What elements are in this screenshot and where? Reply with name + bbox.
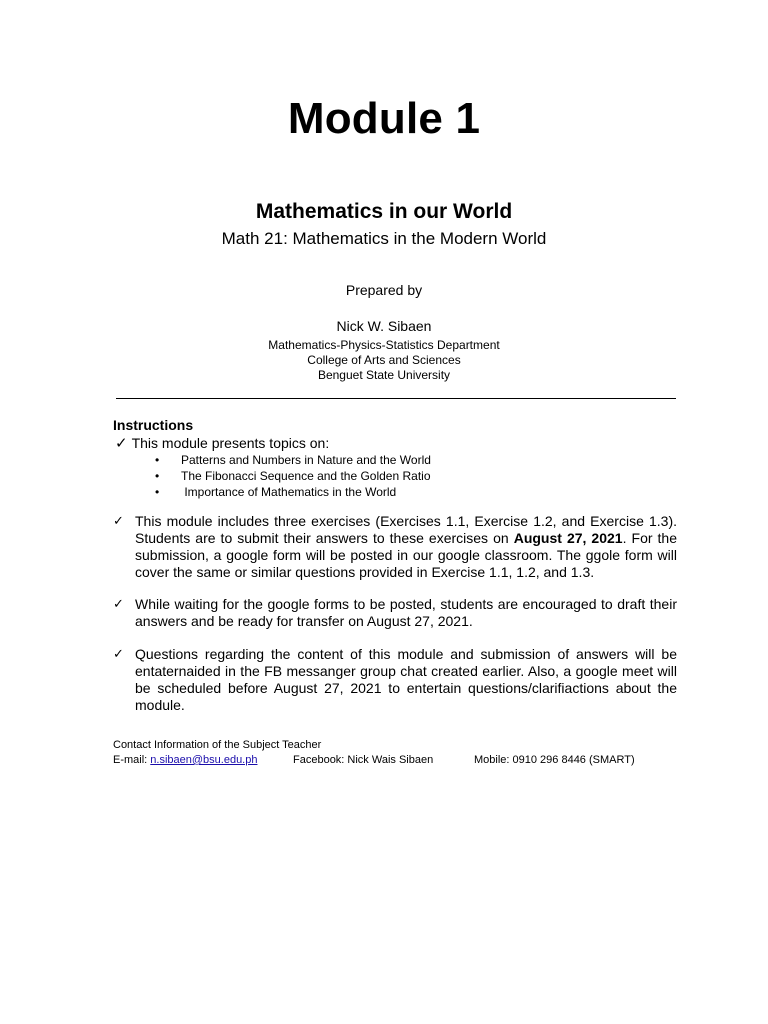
instructions-heading: Instructions [113,417,194,433]
affiliation-department: Mathematics-Physics-Statistics Department [268,338,500,352]
facebook-contact: Facebook: Nick Wais Sibaen [293,754,434,766]
topic-text: Importance of Mathematics in the World [181,485,397,499]
check-icon: ✓ [113,646,124,661]
instruction-paragraph-questions: Questions regarding the content of this module and submission of answers will be entaternaided in the FB messanger group chat created earlier. Also, a google meet will be scheduled before August 27, 2021 to entertain questions/clarifiactions about the module. [135,646,677,713]
contact-heading: Contact Information of the Subject Teacher [113,739,322,751]
deadline-date: August 27, 2021 [513,530,623,546]
topic-text: Patterns and Numbers in Nature and the World [181,453,431,467]
email-link[interactable]: n.sibaen@bsu.edu.ph [150,754,258,766]
check-icon: ✓ [115,435,128,452]
bullet-icon: • [155,469,160,483]
check-icon: ✓ [113,513,124,528]
contact-email-line [113,753,321,768]
contact-information [113,738,635,768]
mobile-contact: Mobile: 0910 296 8446 (SMART) [474,754,635,766]
check-icon: ✓ [113,596,124,611]
divider-line [116,398,676,399]
topics-list [155,452,431,500]
affiliation-college: College of Arts and Sciences [307,353,461,367]
list-item [155,452,431,468]
author-name: Nick W. Sibaen [336,318,432,334]
email-label: E-mail: [113,754,151,766]
instruction-paragraph-drafts: While waiting for the google forms to be posted, students are encouraged to draft their answers and be ready for transfer on August 27, 2021. [135,596,677,629]
paragraph-text: . For the submission, a google form will be posted in our google classroom. The ggole form will cover the same or similar questions provided in Exercise 1.1, 1.2, and 1.3. [135,530,678,580]
module-subtitle: Mathematics in our World [255,200,513,223]
course-title: Math 21: Mathematics in the Modern World [221,229,547,248]
topics-intro [115,434,329,452]
topic-text: The Fibonacci Sequence and the Golden Ratio [181,469,431,483]
instruction-paragraph-exercises [135,513,677,581]
bullet-icon: • [155,453,160,467]
module-title: Module 1 [287,94,481,143]
affiliation-university: Benguet State University [317,368,451,382]
bullet-icon: • [155,485,160,499]
list-item [155,468,431,484]
prepared-by-label: Prepared by [345,282,423,298]
list-item [155,484,431,500]
topics-intro-text: This module presents topics on: [131,435,330,451]
paragraph-text: This module includes three exercises (Exercises 1.1, Exercise 1.2, and Exercise 1.3). Students are to submit their answers to these exercises on [135,513,677,546]
